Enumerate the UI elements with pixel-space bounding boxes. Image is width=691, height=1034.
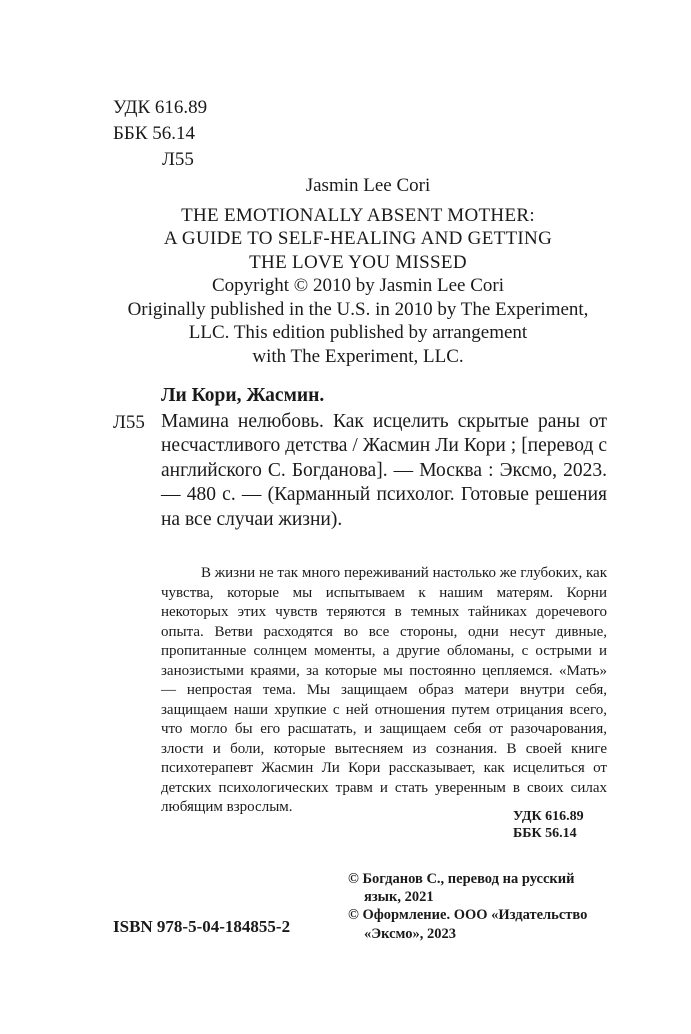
copyright-line: Copyright © 2010 by Jasmin Lee Cori	[211, 275, 505, 296]
copyright-block	[348, 870, 610, 943]
abstract-udk: УДК 616.89	[513, 809, 584, 824]
isbn: ISBN 978-5-04-184855-2	[113, 917, 291, 936]
copyright-line: with The Experiment, LLC.	[252, 345, 464, 367]
bib-heading: Ли Кори, Жасмин.	[161, 385, 325, 406]
bib-description: Мамина нелюбовь. Как исцелить скрытые раны от несчастливого детства / Жасмин Ли Кори ; [перевод с английского С. Богданова]. — Москва : Эксмо, 2023. — 480 с. — (Карманный психолог. Готовые решения на все случаи жизни).	[161, 411, 607, 530]
original-author: Jasmin Lee Cori	[305, 175, 431, 196]
copyright-line: LLC. This edition published by arrangement	[188, 322, 528, 343]
copyright-line: Originally published in the U.S. in 2010 by The Experiment,	[127, 298, 589, 320]
translation-copyright: © Богданов С., перевод на русский язык, 2021	[348, 871, 575, 906]
original-title-line: THE EMOTIONALLY ABSENT MOTHER:	[181, 204, 535, 226]
classification-block	[113, 96, 207, 172]
author-mark: Л55	[162, 149, 194, 170]
abstract-bbk: ББК 56.14	[513, 826, 577, 841]
bbk-code: ББК 56.14	[113, 123, 195, 144]
original-edition	[110, 174, 606, 368]
abstract-codes	[513, 808, 584, 842]
bib-mark: Л55	[113, 412, 145, 433]
udk-code: УДК 616.89	[113, 97, 208, 118]
design-copyright: © Оформление. ООО «Издательство «Эксмо», 2023	[348, 907, 588, 942]
abstract-text: В жизни не так много переживаний настолько же глубоких, как чувства, которые мы испытываем к нашим матерям. Корни некоторых этих чувств теряются в темных тайниках доречевого опыта. Ветви расходятся во все стороны, одни несут дивные, пропитанные солнцем моменты, а другие обломаны, с острыми и занозистыми краями, за которые мы постоянно цепляемся. «Мать» — непростая тема. Мы защищаем образ матери внутри себя, защищаем наши хрупкие с ней отношения путем отрицания всего, что могло бы его расшатать, и защищаем себя от разочарования, злости и боли, которые вытесняем из сознания. В своей книге психотерапевт Жасмин Ли Кори рассказывает, как исцелиться от детских психологических травм и стать уверенным в своих силах любящим взрослым.	[161, 565, 607, 815]
original-title-line: THE LOVE YOU MISSED	[249, 251, 467, 273]
original-title-line: A GUIDE TO SELF-HEALING AND GETTING	[163, 228, 553, 249]
